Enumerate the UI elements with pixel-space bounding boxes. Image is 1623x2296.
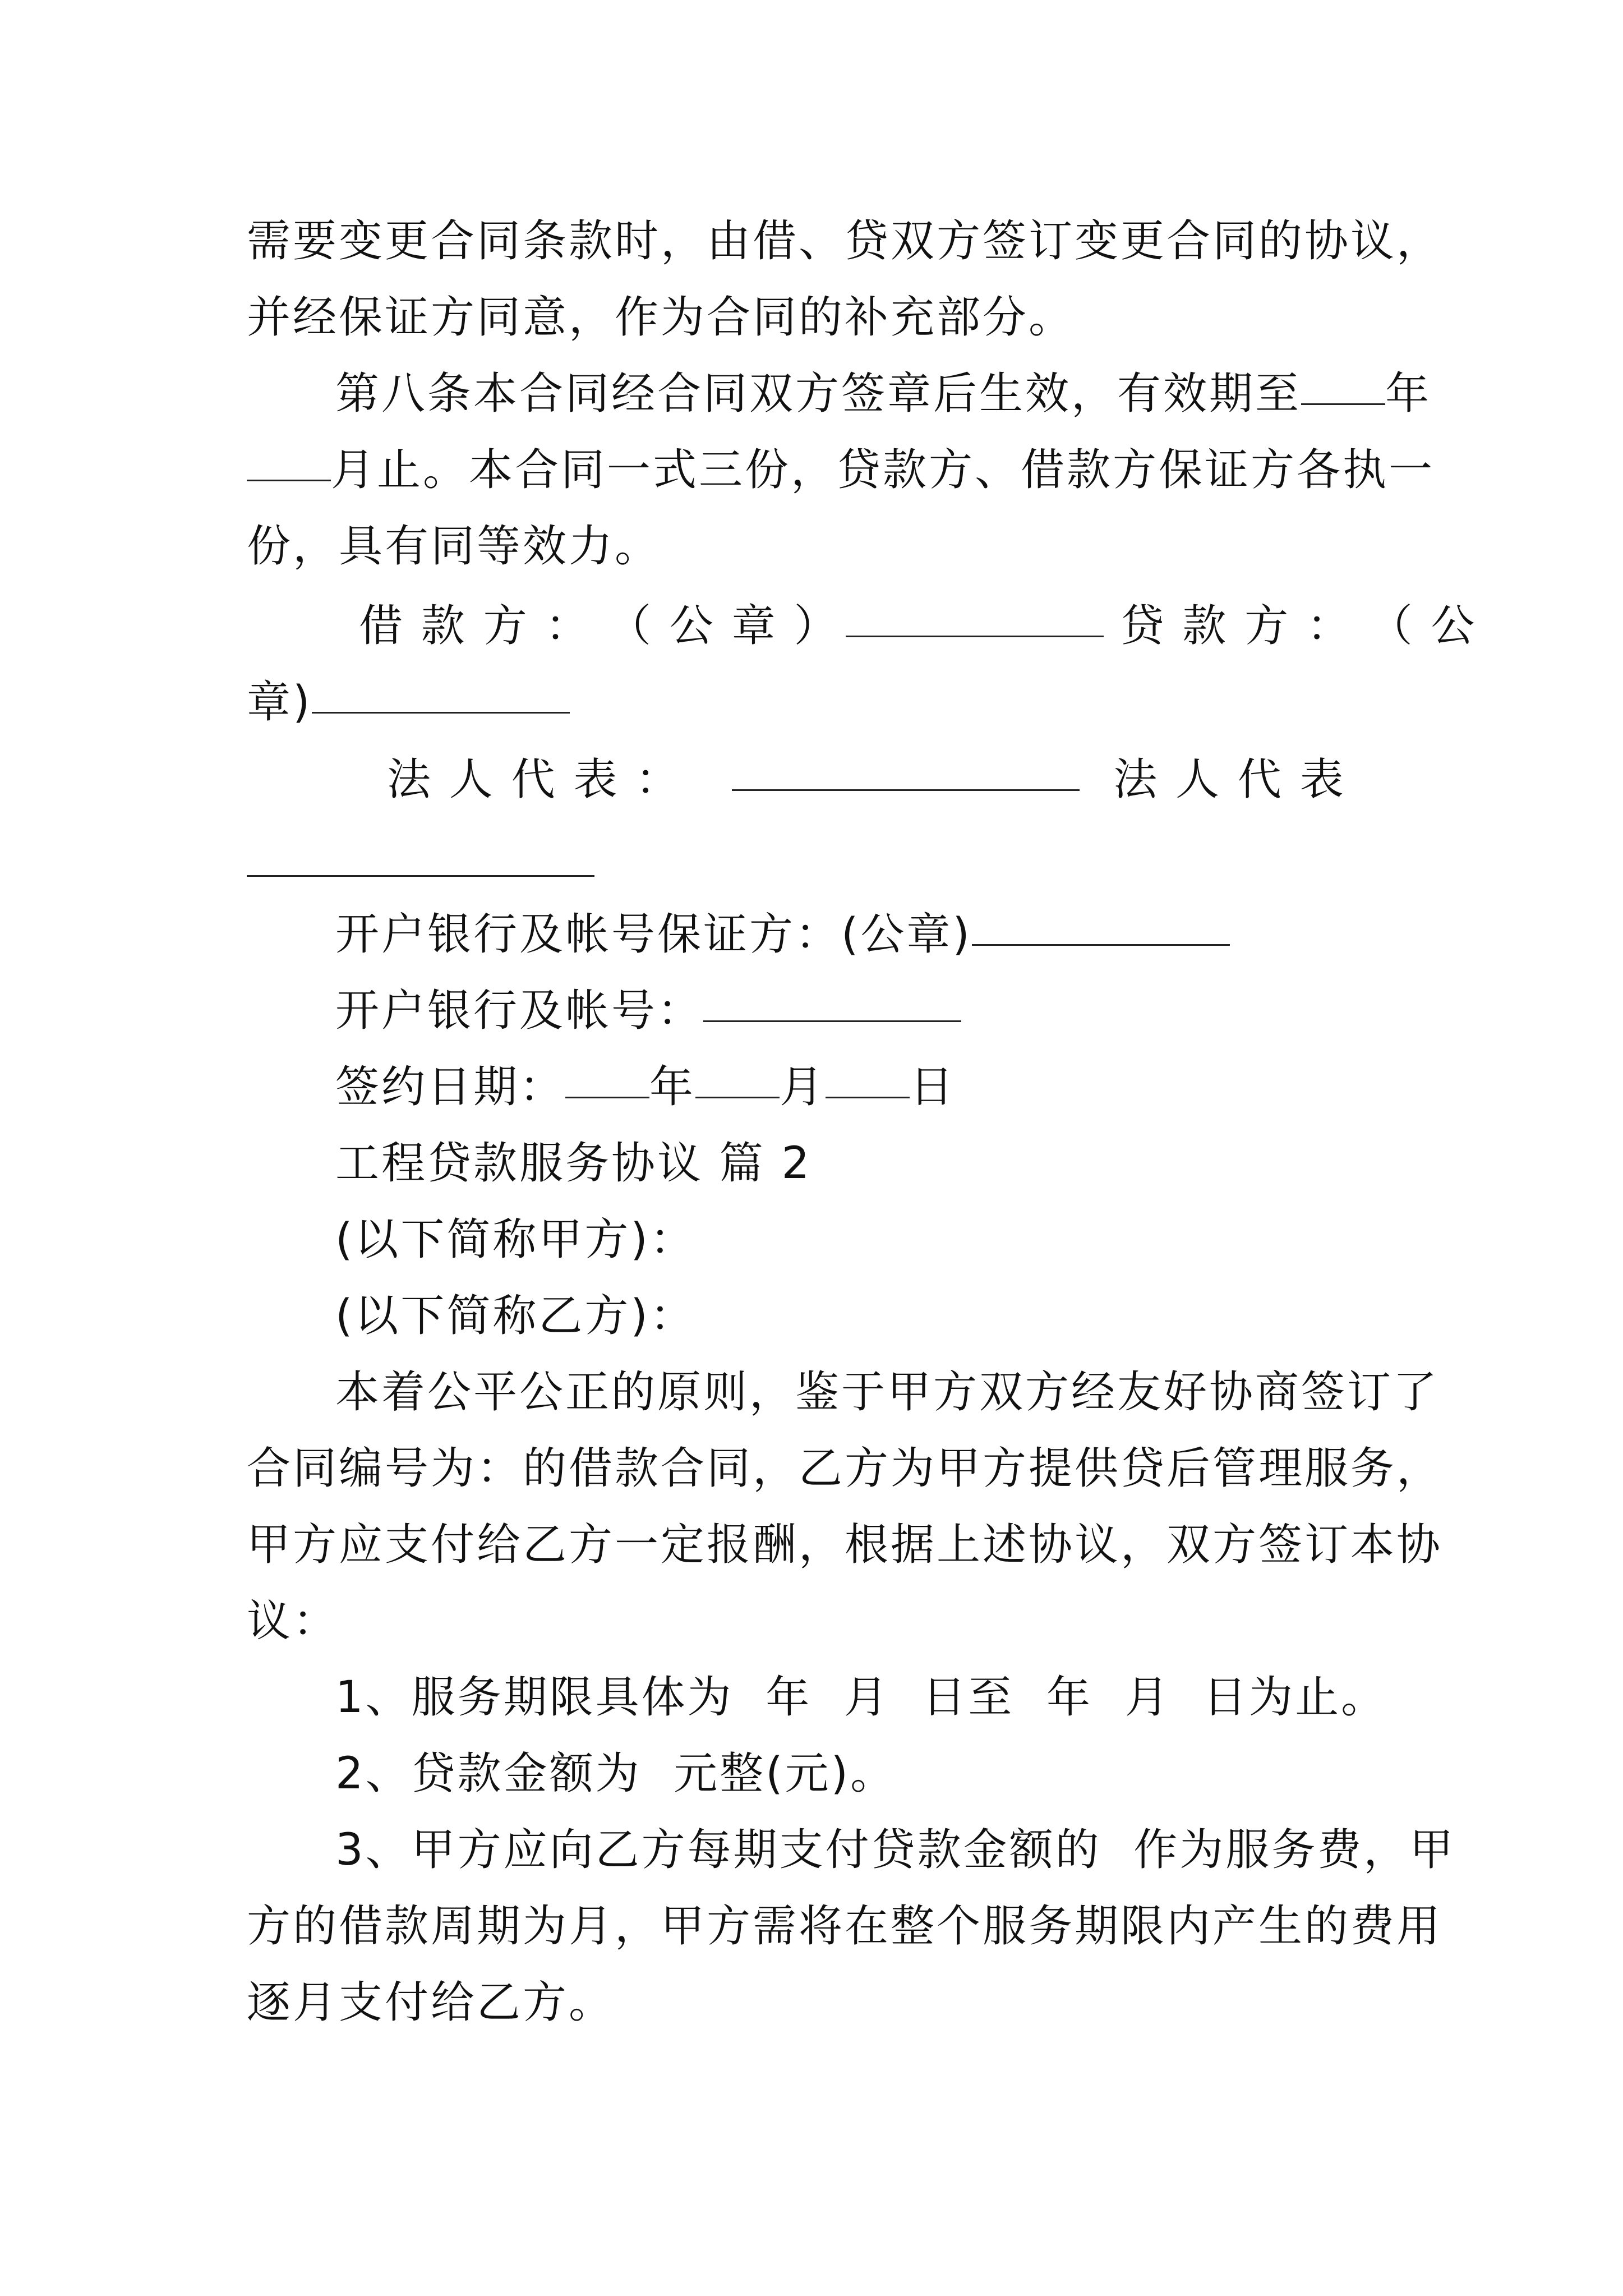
- bank-account-line: [335, 983, 1391, 1039]
- text-line: 日: [910, 1062, 956, 1112]
- text-line: 法 人 代 表: [1113, 754, 1346, 805]
- text-line: 第八条本合同经合同双方签章后生效，有效期至: [335, 369, 1302, 419]
- party-a-line: [335, 1212, 1391, 1268]
- text-line: 年: [1385, 369, 1432, 419]
- blank-field: [565, 1057, 649, 1098]
- paragraph-line: [247, 1593, 1391, 1649]
- blank-field: [846, 596, 1104, 637]
- text-line: 合同编号为：的借款合同，乙方为甲方提供贷后管理服务，: [247, 1443, 1443, 1494]
- blank-field: [1301, 364, 1385, 405]
- paragraph-line: [247, 1975, 1391, 2031]
- text-line: 法 人 代 表 ：: [387, 754, 682, 805]
- paragraph-line: [247, 289, 1391, 346]
- text-line: 份，具有同等效力。: [247, 521, 661, 572]
- paragraph-line: [247, 1517, 1443, 1573]
- legal-rep-line: [387, 752, 1391, 808]
- clause-line: [335, 1822, 1456, 1878]
- blank-field: [972, 905, 1230, 946]
- paragraph-line: [247, 1898, 1443, 1954]
- text-line: 工程贷款服务协议 篇 2: [335, 1138, 812, 1189]
- bank-account-guarantor-line: [335, 907, 1391, 963]
- signature-line-lender: [247, 674, 1391, 730]
- text-line: 逐月支付给乙方。: [247, 1977, 615, 2028]
- text-line: 1、服务期限具体为 年 月 日至 年 月 日为止。: [335, 1672, 1387, 1723]
- text-line: 甲方应支付给乙方一定报酬，根据上述协议，双方签订本协: [247, 1520, 1443, 1570]
- blank-field: [247, 875, 594, 877]
- text-line: 月: [780, 1062, 826, 1112]
- blank-field: [732, 750, 1080, 791]
- text-line: 年: [649, 1062, 696, 1112]
- section-heading: [335, 1135, 1391, 1191]
- paragraph-line: [247, 1441, 1443, 1497]
- clause-line: [335, 1669, 1391, 1726]
- text-line: (以下简称乙方)：: [335, 1291, 696, 1341]
- party-b-line: [335, 1288, 1391, 1344]
- paragraph-line: [247, 518, 1391, 574]
- blank-field: [703, 981, 961, 1022]
- text-line: 开户银行及帐号：: [335, 986, 704, 1036]
- blank-field: [826, 1057, 910, 1098]
- blank-field: [312, 673, 570, 714]
- text-line: 2、贷款金额为 元整(元)。: [335, 1749, 897, 1799]
- text-line: 签约日期：: [335, 1062, 566, 1112]
- clause-line: [335, 1746, 1391, 1802]
- text-line: 章): [247, 677, 312, 728]
- paragraph-line: [247, 442, 1435, 498]
- text-line: 贷 款 方 ： （ 公: [1120, 601, 1477, 651]
- text-line: 借 款 方 ： （ 公 章 ）: [359, 601, 840, 651]
- signature-line-borrower: [359, 598, 1477, 654]
- text-line: 月止。本合同一式三份，贷款方、借款方保证方各执一: [331, 445, 1435, 495]
- sign-date-line: [335, 1059, 1391, 1115]
- text-line: 需要变更合同条款时，由借、贷双方签订变更合同的协议，: [247, 216, 1443, 266]
- text-line: 3、甲方应向乙方每期支付贷款金额的 作为服务费，甲: [335, 1825, 1456, 1875]
- paragraph-line: [335, 1364, 1440, 1420]
- blank-field: [695, 1057, 780, 1098]
- article-eight-line: [335, 366, 1432, 422]
- text-line: (以下简称甲方)：: [335, 1214, 696, 1265]
- text-line: 本着公平公正的原则，鉴于甲方双方经友好协商签订了: [335, 1367, 1440, 1418]
- text-line: 方的借款周期为月，甲方需将在整个服务期限内产生的费用: [247, 1901, 1443, 1952]
- text-line: 开户银行及帐号保证方：(公章): [335, 909, 972, 960]
- paragraph-line: [247, 213, 1443, 269]
- text-line: 议：: [247, 1596, 339, 1646]
- text-line: 并经保证方同意，作为合同的补充部分。: [247, 292, 1075, 343]
- blank-field: [247, 440, 331, 481]
